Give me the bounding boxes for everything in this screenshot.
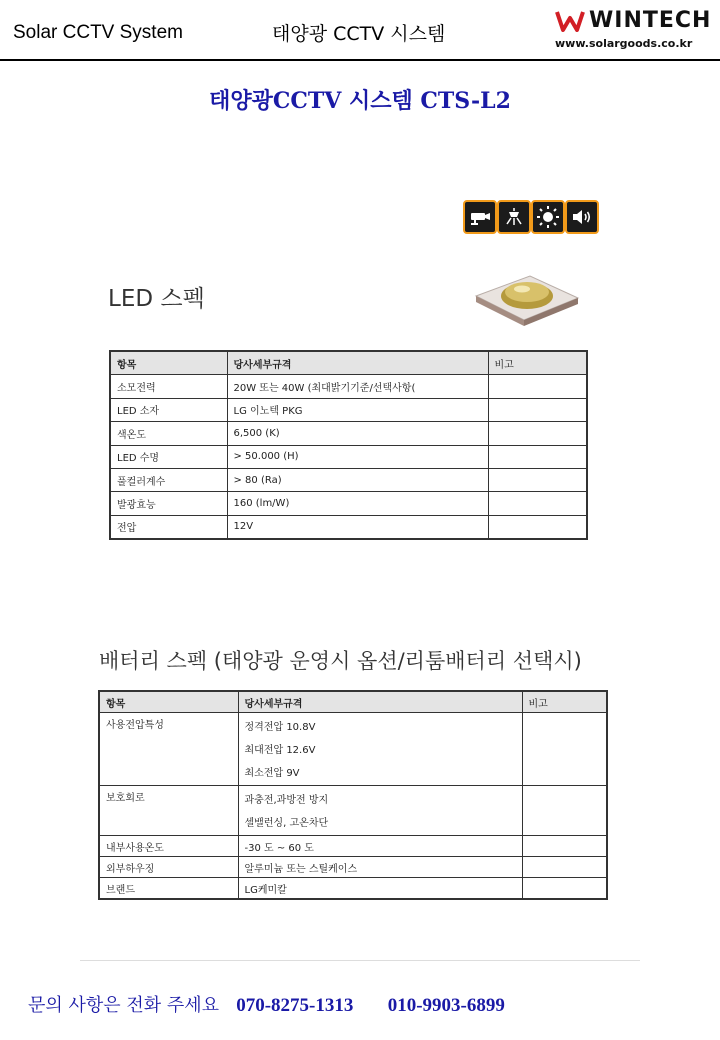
spec-line: 셀밸런싱, 고온차단: [244, 818, 329, 829]
table-row: [99, 857, 607, 878]
spec-line: 정격전압 10.8V: [244, 722, 316, 733]
header-cell: 항목: [110, 351, 227, 375]
spec-cell: [238, 713, 522, 786]
note-cell: [488, 398, 587, 421]
feature-icons: [463, 200, 598, 233]
item-cell: 전압: [110, 515, 227, 539]
note-cell: [522, 836, 607, 857]
table-row: [110, 468, 587, 491]
contact-footer: [28, 991, 505, 1017]
spec-line: 과충전,과방전 방지: [244, 795, 329, 806]
spec-line: 최소전압 9V: [244, 768, 300, 779]
table-header-row: [110, 351, 587, 375]
item-cell: 보호회로: [99, 786, 238, 836]
note-cell: [522, 878, 607, 900]
header-cell: 비고: [488, 351, 587, 375]
spec-cell: 160 (lm/W): [227, 492, 488, 515]
header-mid-text: 태양광 CCTV 시스템: [272, 23, 446, 45]
sun-icon: [531, 200, 565, 234]
item-cell: 소모전력: [110, 375, 227, 398]
spec-cell: 12V: [227, 515, 488, 539]
spec-line: 최대전압 12.6V: [244, 745, 316, 756]
speaker-icon: [565, 200, 599, 234]
note-cell: [522, 713, 607, 786]
wintech-logo: [555, 8, 715, 52]
item-cell: 사용전압특성: [99, 713, 238, 786]
table-row: [110, 492, 587, 515]
led-spec-title: LED 스펙: [108, 286, 205, 312]
note-cell: [488, 515, 587, 539]
lamp-icon: [497, 200, 531, 234]
spec-cell: > 80 (Ra): [227, 468, 488, 491]
item-cell: 브랜드: [99, 878, 238, 900]
header-cell: 당사세부규격: [238, 691, 522, 713]
table-row: [110, 375, 587, 398]
spec-cell: 알루미늄 또는 스틸케이스: [238, 857, 522, 878]
phone-number-2[interactable]: 010-9903-6899: [387, 995, 505, 1016]
item-cell: 외부하우징: [99, 857, 238, 878]
logo-url: www.solargoods.co.kr: [555, 37, 693, 50]
header-divider: [0, 59, 720, 61]
note-cell: [522, 786, 607, 836]
table-row: [99, 713, 607, 786]
spec-cell: [238, 786, 522, 836]
note-cell: [488, 468, 587, 491]
table-row: [110, 445, 587, 468]
table-row: [99, 878, 607, 900]
spec-cell: LG 이노텍 PKG: [227, 398, 488, 421]
page-title: 태양광CCTV 시스템 CTS-L2: [209, 88, 511, 114]
spec-cell: -30 도 ~ 60 도: [238, 836, 522, 857]
note-cell: [488, 445, 587, 468]
led-chip-image: [472, 268, 582, 328]
spec-cell: LG케미칼: [238, 878, 522, 900]
table-row: [99, 836, 607, 857]
table-row: [110, 515, 587, 539]
note-cell: [522, 857, 607, 878]
led-spec-table: [109, 350, 588, 540]
header-cell: 항목: [99, 691, 238, 713]
spec-cell: > 50.000 (H): [227, 445, 488, 468]
item-cell: 풀컬러계수: [110, 468, 227, 491]
item-cell: 내부사용온도: [99, 836, 238, 857]
spec-cell: 6,500 (K): [227, 422, 488, 445]
item-cell: 발광효능: [110, 492, 227, 515]
footer-divider: [80, 960, 640, 961]
logo-wordmark: WINTECH: [589, 8, 712, 33]
spec-cell: 20W 또는 40W (최대밝기기준/선택사항(: [227, 375, 488, 398]
wintech-logo-mark-icon: [555, 10, 585, 32]
table-row: [110, 422, 587, 445]
table-row: [110, 398, 587, 421]
item-cell: LED 소자: [110, 398, 227, 421]
cctv-camera-icon: [463, 200, 497, 234]
table-header-row: [99, 691, 607, 713]
item-cell: LED 수명: [110, 445, 227, 468]
note-cell: [488, 492, 587, 515]
header-cell: 당사세부규격: [227, 351, 488, 375]
phone-number-1[interactable]: 070-8275-1313: [236, 995, 354, 1016]
table-row: [99, 786, 607, 836]
note-cell: [488, 375, 587, 398]
battery-spec-title: 배터리 스펙 (태양광 운영시 옵션/리툼배터리 선택시): [99, 649, 582, 673]
contact-label: 문의 사항은 전화 주세요: [28, 995, 220, 1016]
note-cell: [488, 422, 587, 445]
header-cell: 비고: [522, 691, 607, 713]
header-left-text: Solar CCTV System: [13, 22, 183, 43]
item-cell: 색온도: [110, 422, 227, 445]
battery-spec-table: [98, 690, 608, 900]
